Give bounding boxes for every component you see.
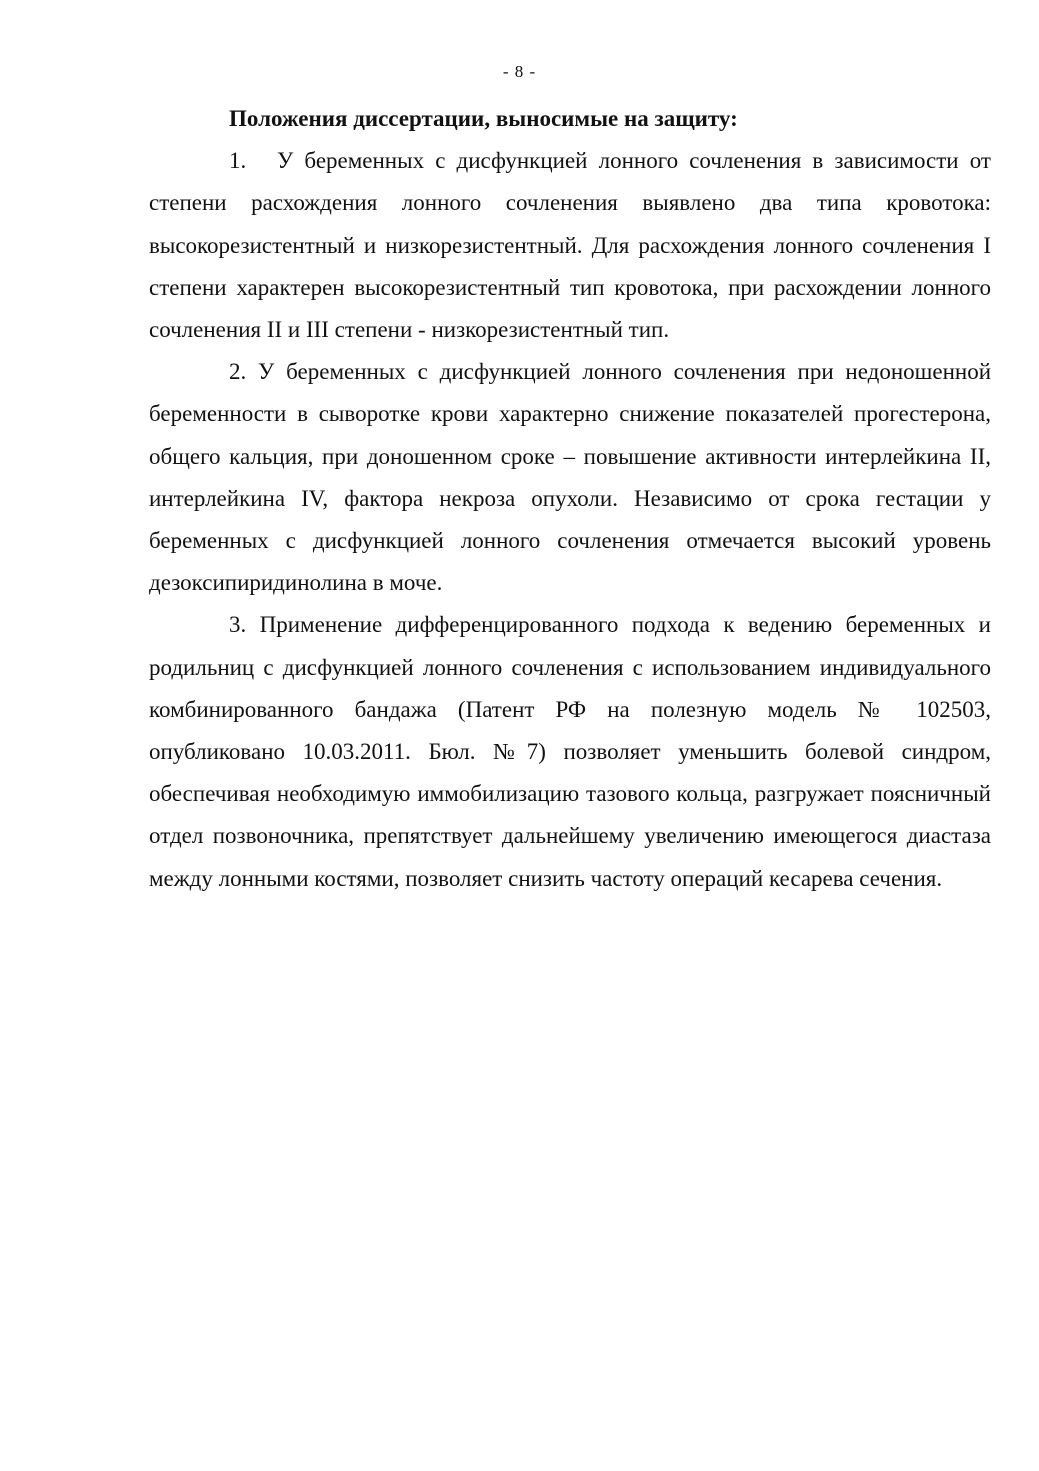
section-heading: Положения диссертации, выносимые на защиту:	[229, 106, 738, 131]
list-item-2-text: 2. У беременных с дисфункцией лонного сочленения при недоношенной беременности в сыворотке крови характерно снижение показателей прогестерона, общего кальция, при доношенном сроке – повышение активности интерлейкина II, интерлейкина IV, фактора некроза опухоли. Независимо от срока гестации у беременных с дисфункцией лонного сочленения отмечается высокий уровень дезоксипиридинолина в моче.	[149, 359, 991, 596]
list-item-1-text: У беременных с дисфункцией лонного сочленения в зависимости от степени расхождения лонного сочленения выявлено два типа кровотока: высокорезистентный и низкорезистентный. Для расхождения лонного сочленения I степени характерен высокорезистентный тип кровотока, при расхождении лонного сочленения II и III степени - низкорезистентный тип.	[149, 148, 991, 343]
list-item-1	[149, 140, 991, 351]
list-item-2	[149, 351, 991, 604]
page-number: - 8 -	[502, 62, 537, 81]
document-body	[149, 98, 991, 900]
list-item-1-marker: 1.	[229, 148, 247, 174]
list-item-3-text: 3. Применение дифференцированного подхода к ведению беременных и родильниц с дисфункцией лонного сочленения с использованием индивидуального комбинированного бандажа (Патент РФ на полезную модель № 102503, опубликовано 10.03.2011. Бюл. №7) позволяет уменьшить болевой синдром, обеспечивая необходимую иммобилизацию тазового кольца, разгружает поясничный отдел позвоночника, препятствует дальнейшему увеличению имеющегося диастаза между лонными костями, позволяет снизить частоту операций кесарева сечения.	[149, 612, 991, 891]
list-item-3	[149, 604, 991, 899]
